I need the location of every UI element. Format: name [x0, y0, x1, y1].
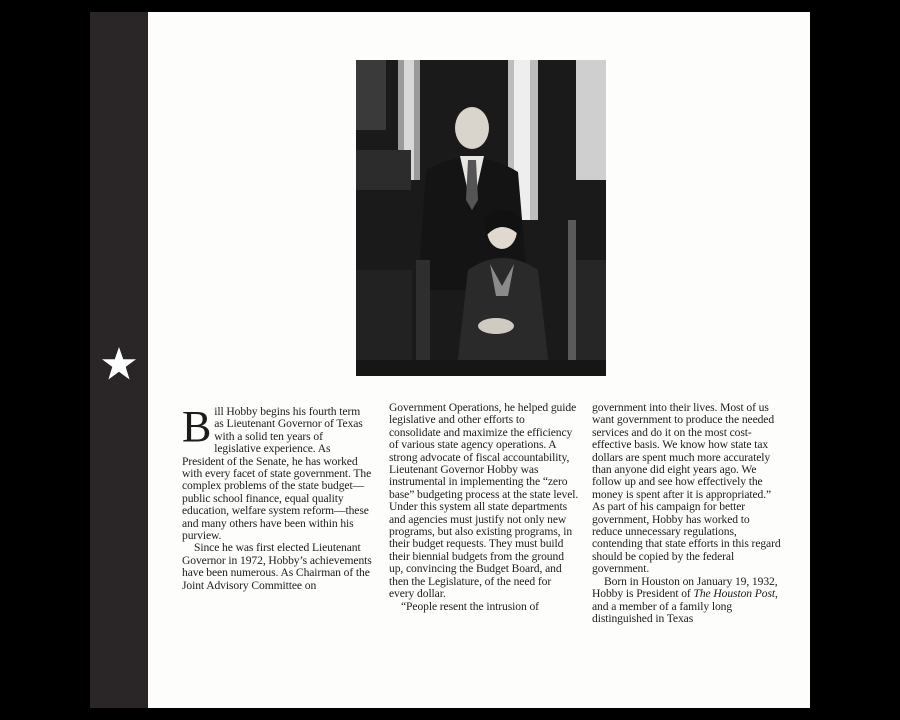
paragraph: government into their lives. Most of us want government to produce the needed services and do it on the most cost-effective basis. We know how state tax dollars are spent much more accurately than anyone did eight years ago. We follow up and see how effectively the money is spent after it is appropriated.” As part of his campaign for better government, Hobby has worked to reduce unnecessary regulations, contending that state efforts in this regard should be copied by the federal government. — [592, 401, 781, 576]
paragraph — [182, 402, 372, 543]
text-column-2 — [389, 402, 579, 613]
paragraph-text: , and a member of a family long distinguished in Texas — [592, 587, 778, 625]
paragraph-text: Born in Houston on January 19, 1932, Hobby is President of — [592, 574, 778, 601]
paragraph: “People resent the intrusion of — [401, 599, 539, 613]
publication-title: The Houston Post — [693, 587, 775, 601]
text-column-1 — [182, 402, 372, 592]
document-page — [148, 12, 810, 708]
portrait-image — [356, 60, 606, 376]
portrait-photo — [356, 60, 606, 376]
star-icon — [101, 346, 137, 382]
paragraph: Government Operations, he helped guide legislative and other efforts to consolidate and maximize the efficiency of various state agency operations. A strong advocate of fiscal accountability, Lieutenant Governor Hobby was instrumental in implementing the “zero base” budgeting process at the state level. Under this system all state departments and agencies must justify not only new programs, but also existing programs, in their budget requests. They must build their biennial budgets from the ground up, convincing the Budget Board, and then the Legislature, of the need for every dollar. — [389, 401, 579, 601]
drop-cap: B — [182, 402, 212, 451]
sidebar-band — [90, 12, 148, 708]
text-column-3 — [592, 402, 782, 625]
paragraph-text: ill Hobby begins his fourth term as Lieutenant Governor of Texas with a solid ten years of legislative experience. As President of the Senate, he has worked with every facet of state government. The complex problems of the state budget—public school finance, equal quality education, welfare system reform—these and many others have been within his purview. — [182, 405, 372, 543]
paragraph — [592, 576, 782, 626]
paragraph: Since he was first elected Lieutenant Governor in 1972, Hobby’s achievements have been numerous. As Chairman of the Joint Advisory Committee on — [182, 541, 372, 592]
